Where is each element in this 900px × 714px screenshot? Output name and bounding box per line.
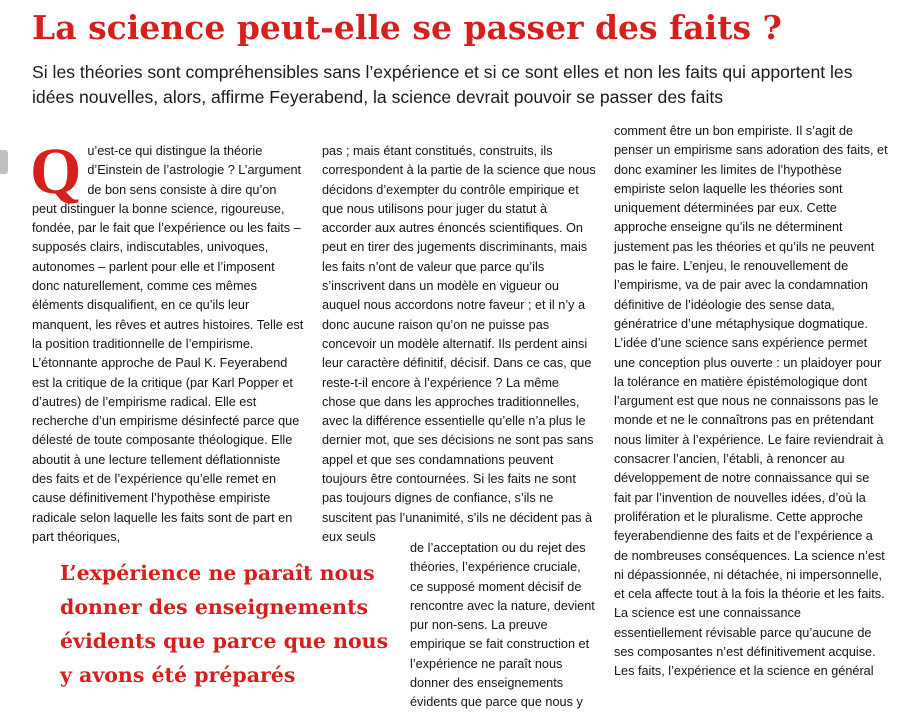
article-title: La science peut-elle se passer des faits ?: [32, 8, 782, 47]
column-2-continued-text: de l’acceptation ou du rejet des théories, l’expérience cruciale, ce supposé moment décisif de rencontre avec la nature, devient pur non-sens. La preuve empirique se fait construction et l’expérience ne paraît nous donner des enseignements évidents que parce que nous y: [410, 541, 595, 710]
text-column-2: [322, 142, 596, 547]
drop-cap: Q: [30, 135, 82, 208]
article-subtitle: Si les théories sont compréhensibles sans l’expérience et si ce sont elles et non les faits qui apportent les idées nouvelles, alors, affirme Feyerabend, la science devrait pouvoir se passer des faits: [32, 62, 853, 107]
pull-quote: L’expérience ne paraît nous donner des enseignements évidents que parce que nous y avons été préparés: [60, 561, 389, 687]
column-3-text: comment être un bon empiriste. Il s’agit de penser un empirisme sans adoration des faits, et donc examiner les limites de l’hypothèse empiriste selon laquelle les théories sont uniquement déterminées par eux. Cette approche enseigne qu’ils ne déterminent justement pas les théories et qu’ils ne peuvent pas le faire. L’enjeu, le renouvellement de l’empirisme, va de pair avec la condamnation définitive de l’idéologie des sense data, génératrice d’une métaphysique dogmatique. L’idée d’une science sans expérience permet une conception plus ouverte : un plaidoyer pour la tolérance en matière épistémologique dont l’argument est que nous ne connaissons pas le monde et ne le connaîtrons pas en prétendant nous limiter à l’expérience. Le faire reviendrait à consacrer l’ancien, l’établi, à renoncer au développement de notre connaissance qui se fait par l’invention de nouvelles idées, d’où la prolifération et le pluralisme. Cette approche feyerabendienne des faits et de l’expérience a de nombreuses conséquences. La science n’est ni dépassionnée, ni détachée, ni impersonnelle, et cela affecte tout à la fois la théorie et les faits. La science est une connaissance essentiellement révisable parce qu’aucune de ses composantes n’est définitivement acquise. Les faits, l’expérience et la science en général: [614, 124, 888, 679]
text-column-2-continued: [410, 539, 596, 713]
column-1-text: u’est-ce qui distingue la théorie d’Einstein de l’astrologie ? L’argument de bon sens consiste à dire qu’on peut distinguer la bonne science, rigoureuse, fondée, par le fait que l’expérience ou les faits – supposés clairs, indiscutables, univoques, autonomes – parlent pour elle et l’imposent donc naturellement, comme ces mêmes éléments disqualifient, en ce qu’ils leur manquent, les rêves et autres histoires. Telle est la position traditionnelle de l’empirisme. L’étonnante approche de Paul K. Feyerabend est la critique de la critique (par Karl Popper et d’autres) de l’empirisme radical. Elle est recherche d’un empirisme désinfecté parce que délesté de toute composante théologique. Elle aboutit à une lecture tellement déflationniste des faits et de l’expérience qu’elle remet en cause définitivement l’hypothèse empiriste radicale selon laquelle les faits sont de part en part théoriques,: [32, 144, 304, 544]
column-2-text: pas ; mais étant constitués, construits, ils correspondent à la partie de la science que nous décidons d’exempter du contrôle empirique et que nous utilisons pour juger du statut à accorder aux autres énoncés scientifiques. On peut en tirer des jugements discriminants, mais les faits n’ont de valeur que parce qu’ils s’inscrivent dans un modèle en vigueur ou auquel nous accordons notre faveur ; et il n’y a donc aucune raison qu’on ne puisse pas concevoir un modèle alternatif. Ils perdent ainsi leur caractère définitif, décisif. Dans ce cas, que reste-t-il encore à l’expérience ? La même chose que dans les approches traditionnelles, avec la différence essentielle qu’elle n’a plus le dernier mot, que ses décisions ne sont pas sans appel et que ses condamnations peuvent toujours être contournées. Si les faits ne sont pas toujours dignes de confiance, s’ils ne suscitent pas l’unanimité, s’ils ne décident pas à eux seuls: [322, 144, 596, 544]
text-column-1: [30, 135, 304, 547]
scan-edge-mark: [0, 150, 8, 174]
text-column-3: [614, 122, 888, 682]
